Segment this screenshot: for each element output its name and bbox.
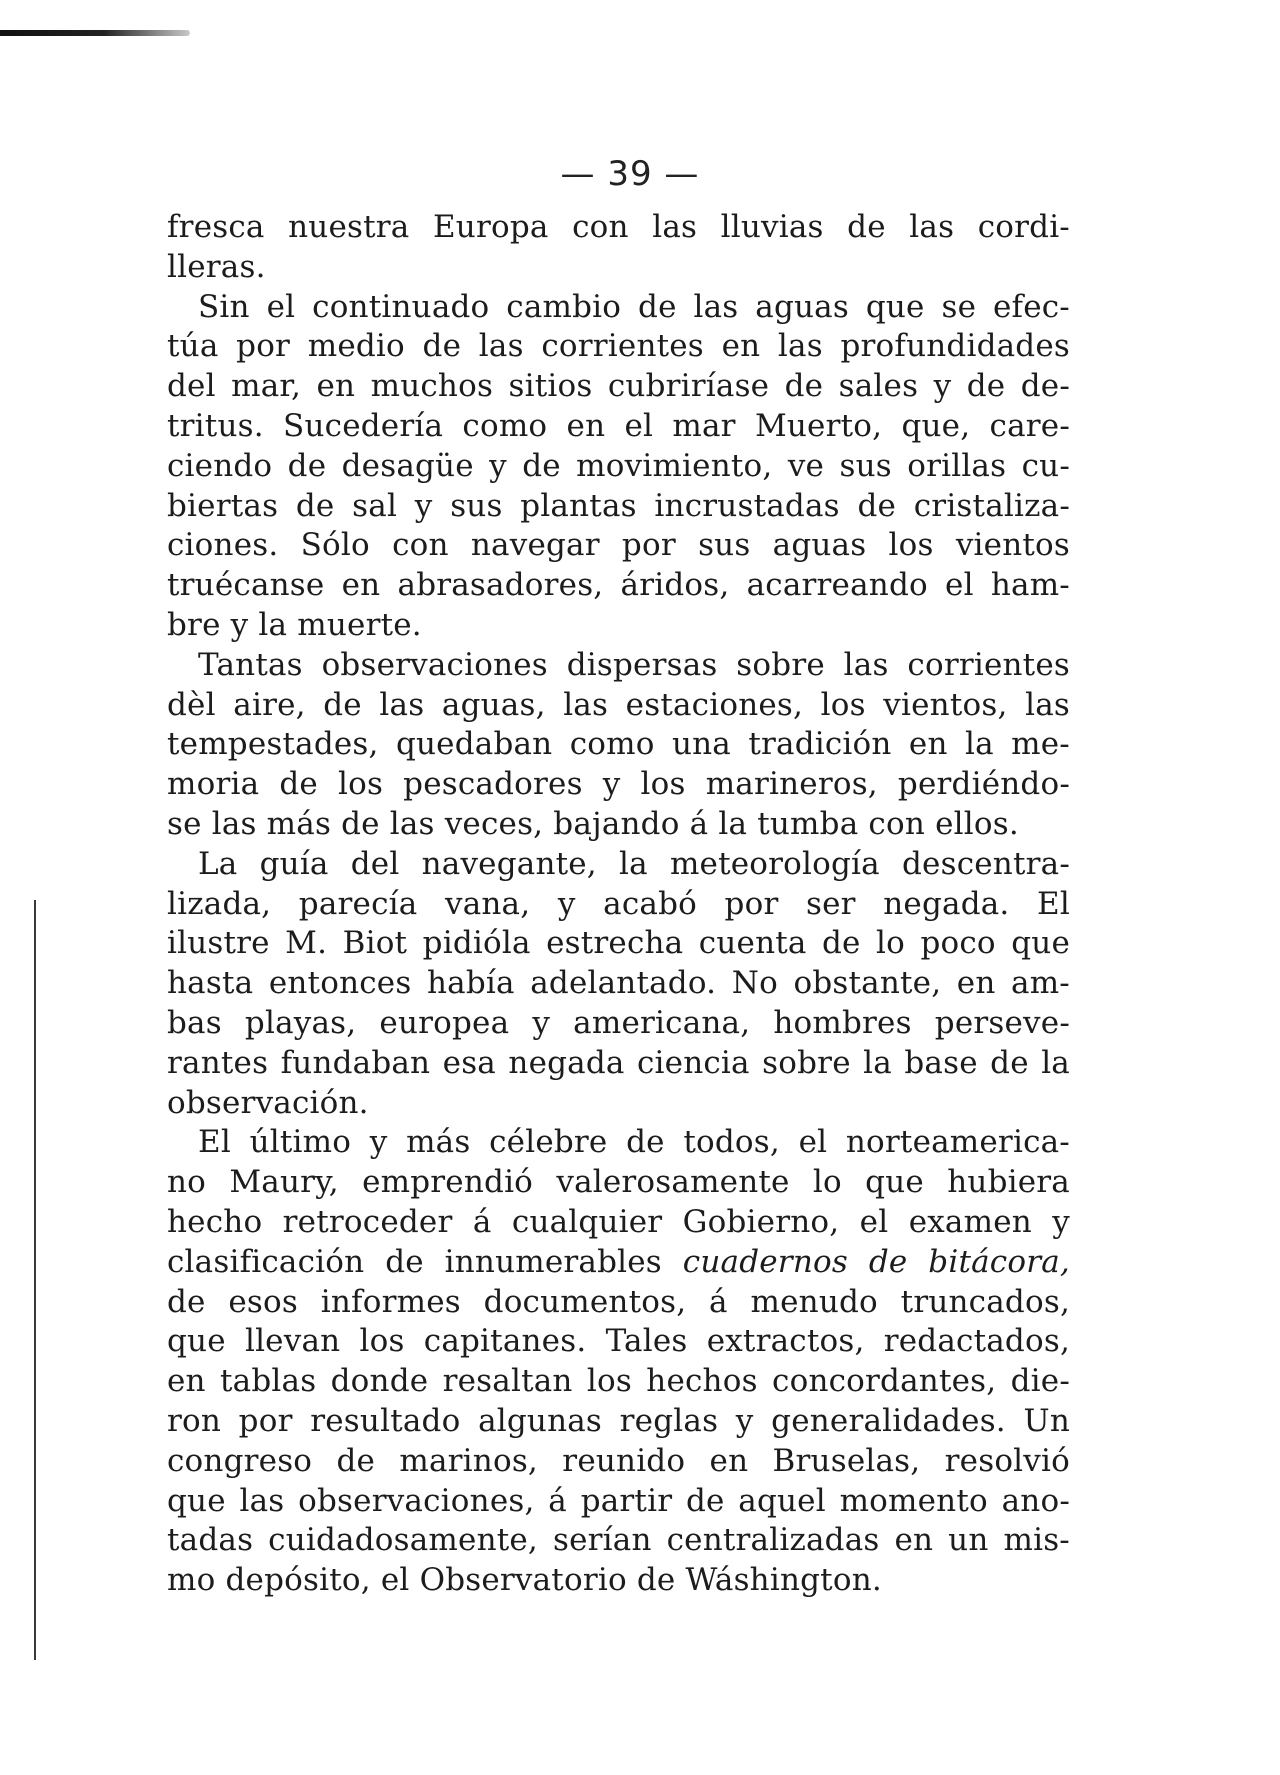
text-line: La guía del navegante, la meteorología descentra- bbox=[198, 845, 1070, 882]
text-line: fresca nuestra Europa con las lluvias de las cordi- bbox=[167, 209, 1070, 245]
page-number: — 39 — bbox=[560, 154, 700, 194]
text-line: no Maury, emprendió valerosamente lo que hubiera bbox=[167, 1164, 1070, 1201]
text-line: del mar, en muchos sitios cubriríase de sales y de de- bbox=[167, 368, 1070, 405]
italic-phrase: cuadernos de bitácora, bbox=[682, 1243, 1070, 1280]
text-line: mo depósito, el Observatorio de Wáshington. bbox=[167, 1562, 882, 1599]
text-line: truécanse en abrasadores, áridos, acarreando el ham- bbox=[167, 567, 1070, 604]
text-line: de esos informes documentos, á menudo truncados, bbox=[167, 1283, 1070, 1320]
text-line: que las observaciones, á partir de aquel momento ano- bbox=[167, 1482, 1070, 1519]
text-line: tadas cuidadosamente, serían centralizadas en un mis- bbox=[167, 1522, 1070, 1559]
text-line: hecho retroceder á cualquier Gobierno, el examen y bbox=[167, 1203, 1070, 1240]
text-line-with-italic bbox=[167, 1243, 1070, 1283]
text-line: lizada, parecía vana, y acabó por ser negada. El bbox=[167, 885, 1070, 922]
text-line: rantes fundaban esa negada ciencia sobre la base de la bbox=[167, 1044, 1070, 1081]
text-line: ciones. Sólo con navegar por sus aguas los vientos bbox=[167, 527, 1070, 564]
text-line: dèl aire, de las aguas, las estaciones, los vientos, las bbox=[167, 686, 1070, 723]
text-line: moria de los pescadores y los marineros, perdiéndo- bbox=[167, 766, 1070, 803]
page-text bbox=[167, 208, 1070, 1601]
scan-margin-line bbox=[34, 900, 36, 1660]
text-line: Sin el continuado cambio de las aguas que se efec- bbox=[198, 288, 1070, 325]
text-line: ciendo de desagüe y de movimiento, ve sus orillas cu- bbox=[167, 447, 1070, 484]
scan-corner-mark bbox=[0, 30, 190, 36]
text-line: Tantas observaciones dispersas sobre las corrientes bbox=[198, 646, 1070, 683]
text-line: bas playas, europea y americana, hombres perseve- bbox=[167, 1004, 1070, 1041]
text-line: ron por resultado algunas reglas y generalidades. Un bbox=[167, 1402, 1070, 1439]
text-line: hasta entonces había adelantado. No obstante, en am- bbox=[167, 965, 1070, 1002]
text-line: biertas de sal y sus plantas incrustadas de cristaliza- bbox=[167, 487, 1070, 524]
text-line: se las más de las veces, bajando á la tumba con ellos. bbox=[167, 805, 1019, 842]
text-line: observación. bbox=[167, 1084, 369, 1121]
text-line: El último y más célebre de todos, el norteamerica- bbox=[198, 1124, 1070, 1161]
text-line: tritus. Sucedería como en el mar Muerto, que, care- bbox=[167, 407, 1070, 444]
text-segment: clasificación de innumerables bbox=[167, 1243, 662, 1280]
text-line: en tablas donde resaltan los hechos concordantes, die- bbox=[167, 1363, 1070, 1400]
text-line: bre y la muerte. bbox=[167, 606, 422, 643]
text-line: que llevan los capitanes. Tales extractos, redactados, bbox=[167, 1323, 1070, 1360]
text-line: ilustre M. Biot pidióla estrecha cuenta de lo poco que bbox=[167, 925, 1070, 962]
text-line: tempestades, quedaban como una tradición en la me- bbox=[167, 726, 1070, 763]
text-line: congreso de marinos, reunido en Bruselas, resolvió bbox=[167, 1442, 1070, 1479]
text-line: lleras. bbox=[167, 248, 266, 285]
text-line: túa por medio de las corrientes en las profundidades bbox=[167, 328, 1070, 365]
